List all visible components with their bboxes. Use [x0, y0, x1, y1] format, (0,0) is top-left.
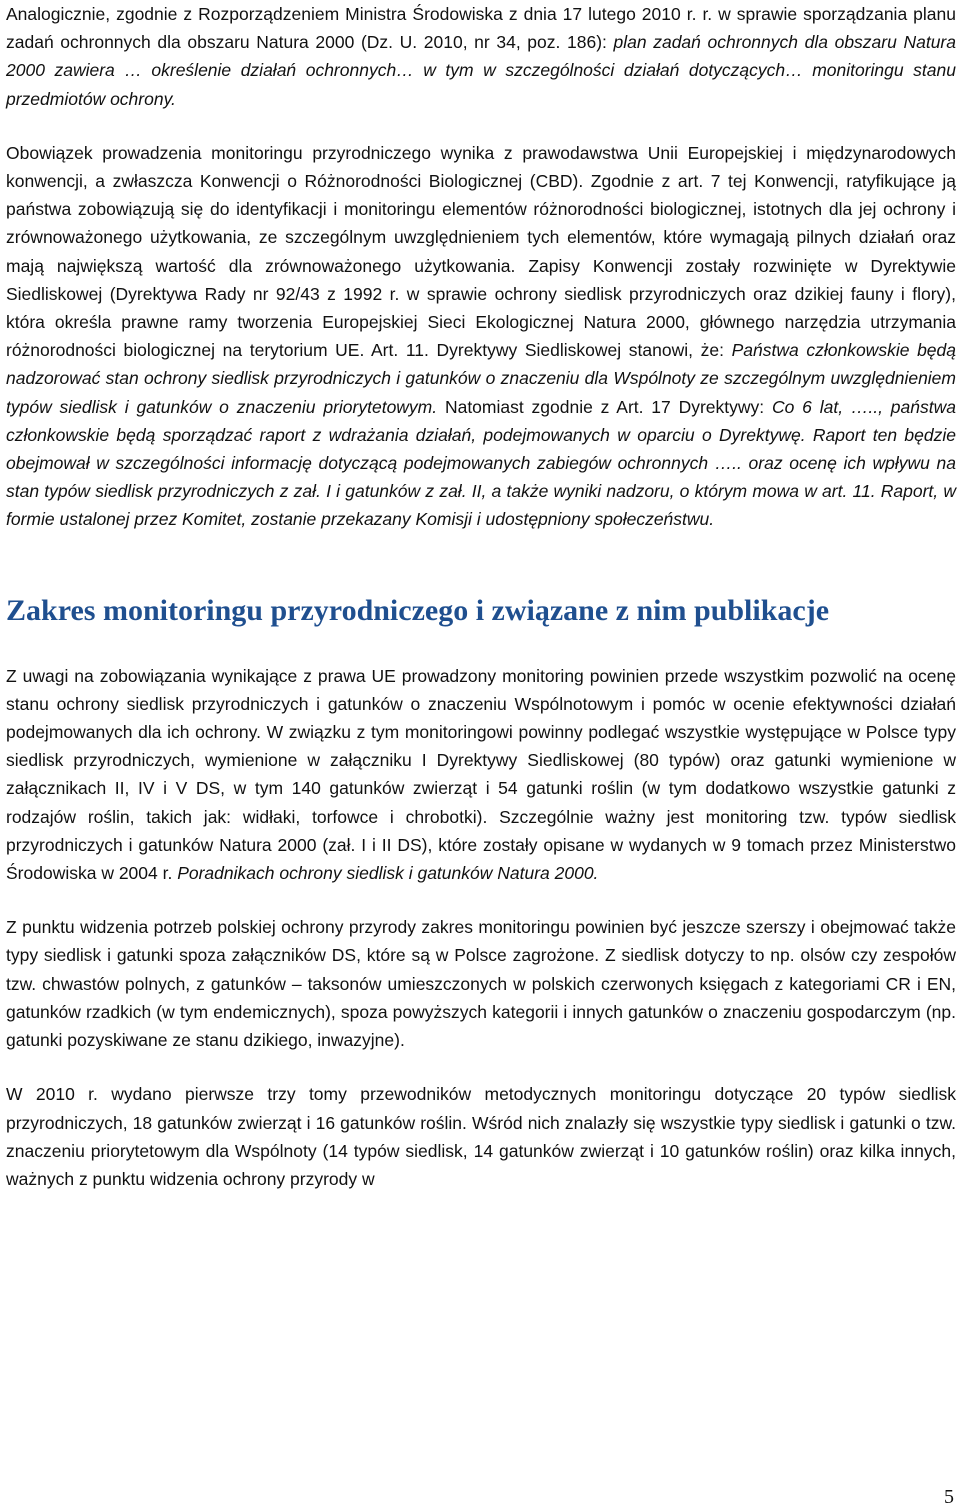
paragraph-scope-quote: Poradnikach ochrony siedlisk i gatunków Natura 2000. — [177, 863, 599, 884]
paragraph-regulation — [6, 0, 956, 113]
document-page — [6, 0, 956, 1193]
paragraph-obligation — [6, 139, 956, 534]
paragraph-scope-text: Z uwagi na zobowiązania wynikające z prawa UE prowadzony monitoring powinien przede wszystkim pozwolić na ocenę stanu ochrony siedlisk przyrodniczych i gatunków o znaczeniu Wspólnotowym i pomóc w ocenie efektywności działań podejmowanych dla ich ochrony. W związku z tym monitoringowi powinny podlegać wszystkie występujące w Polsce typy siedlisk przyrodniczych, wymienione w załączniku I Dyrektywy Siedliskowej (80 typów) oraz gatunki wymienione w załącznikach II, IV i V DS, w tym 140 gatunków zwierząt i 54 gatunki roślin (w tym dodatkowo wszystkie gatunki z rodzajów roślin, takich jak: widłaki, torfowce i chrobotki). Szczególnie ważny jest monitoring tzw. typów siedlisk przyrodniczych i gatunków Natura 2000 (zał. I i II DS), które zostały opisane w wydanych w 9 tomach przez Ministerstwo Środowiska w 2004 r. — [6, 665, 956, 884]
paragraph-obligation-text-1: Obowiązek prowadzenia monitoringu przyrodniczego wynika z prawodawstwa Unii Europejskiej i międzynarodowych konwencji, a zwłaszcza Konwencji o Różnorodności Biologicznej (CBD). Zgodnie z art. 7 tej Konwencji, ratyfikujące ją państwa zobowiązują się do identyfikacji i monitoringu elementów różnorodności biologicznej, istotnych dla jej ochrony i zrównoważonego użytkowania, ze szczególnym uwzględnieniem tych elementów, które wymagają pilnych działań oraz mają największą wartość dla zrównoważonego użytkowania. Zapisy Konwencji zostały rozwinięte w Dyrektywie Siedliskowej (Dyrektywa Rady nr 92/43 z 1992 r. w sprawie ochrony siedlisk przyrodniczych oraz dzikiej fauny i flory), która określa prawne ramy tworzenia Europejskiej Sieci Ekologicznej Natura 2000, głównego narzędzia utrzymania różnorodności biologicznej na terytorium UE. Art. 11. Dyrektywy Siedliskowej stanowi, że: — [6, 142, 956, 361]
paragraph-obligation-quote-1: Państwa członkowskie będą nadzorować stan ochrony siedlisk przyrodniczych i gatunków o znaczeniu dla Wspólnoty ze szczególnym uwzględnieniem typów siedlisk i gatunków o znaczeniu priorytetowym. — [6, 340, 957, 417]
paragraph-scope — [6, 662, 956, 888]
paragraph-obligation-quote-2: Co 6 lat, ….., państwa członkowskie będą sporządzać raport z wdrażania działań, podejmowanych w oparciu o Dyrektywę. Raport ten będzie obejmował w szczególności informację dotyczącą podejmowanych zabiegów ochronnych ….. oraz ocenę ich wpływu na stan typów siedlisk przyrodniczych z zał. I i gatunków z zał. II, a także wyniki nadzoru, o którym mowa w art. 11. Raport, w formie ustalonej przez Komitet, zostanie przekazany Komisji i udostępniony społeczeństwu. — [6, 396, 956, 530]
paragraph-obligation-text-2: Natomiast zgodnie z Art. 17 Dyrektywy: — [437, 396, 772, 417]
section-heading: Zakres monitoringu przyrodniczego i związane z nim publikacje — [6, 593, 830, 627]
paragraph-guides-2010: W 2010 r. wydano pierwsze trzy tomy przewodników metodycznych monitoringu dotyczące 20 typów siedlisk przyrodniczych, 18 gatunków zwierząt i 16 gatunków roślin. Wśród nich znalazły się wszystkie typy siedlisk i gatunki o tzw. znaczeniu priorytetowym dla Wspólnoty (14 typów siedlisk, 14 gatunków zwierząt i 10 gatunków roślin) oraz kilka innych, ważnych z punktu widzenia ochrony przyrody w — [6, 1084, 956, 1189]
page-number: 5 — [944, 1486, 954, 1508]
paragraph-regulation-quote: plan zadań ochronnych dla obszaru Natura 2000 zawiera … określenie działań ochronnych… w tym w szczególności działań dotyczących… monitoringu stanu przedmiotów ochrony. — [6, 32, 956, 109]
paragraph-regulation-lead: Analogicznie, zgodnie z Rozporządzeniem Ministra Środowiska z dnia 17 lutego 2010 r. r. w sprawie sporządzania planu zadań ochronnych dla obszaru Natura 2000 (Dz. U. 2010, nr 34, poz. 186): — [6, 4, 956, 53]
paragraph-national-needs: Z punktu widzenia potrzeb polskiej ochrony przyrody zakres monitoringu powinien być jeszcze szerszy i obejmować także typy siedlisk i gatunki spoza załączników DS, które są w Polsce zagrożone. Z siedlisk dotyczy to np. olsów czy zespołów tzw. chwastów polnych, z gatunków – taksonów umieszczonych w polskich czerwonych księgach z kategoriami CR i EN, gatunków rzadkich (w tym endemicznych), spoza powyższych kategorii i innych gatunków o znaczeniu gospodarczym (np. gatunki pozyskiwane ze stanu dzikiego, inwazyjne). — [6, 917, 956, 1051]
